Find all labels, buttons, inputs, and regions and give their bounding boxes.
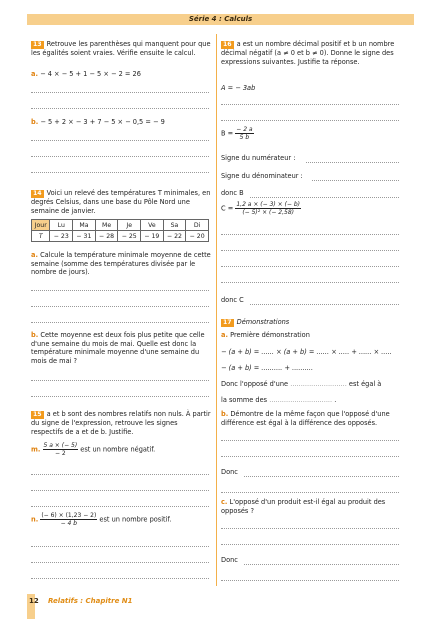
answer-line[interactable]	[306, 162, 399, 163]
ex16-donc-c: donc C	[221, 296, 244, 304]
answer-line[interactable]	[31, 290, 209, 291]
ex16-B: B = $\frac{- 2 a}{5 b}$	[221, 126, 253, 141]
answer-line[interactable]	[31, 546, 209, 547]
temperature-table	[31, 219, 209, 242]
ex17-b: b. Démontre de la même façon que l'opposé d'une différence est égal à la différence des opposés.	[221, 410, 390, 427]
ex16-number: 16	[223, 41, 232, 48]
ex16-intro: 16 a est un nombre décimal positif et b un nombre décimal négatif (a ≠ 0 et b ≠ 0). Donne le signe des expressions suivantes. Justifie ta réponse.	[221, 40, 395, 66]
answer-line[interactable]	[221, 250, 399, 251]
ex13-b: b. − 5 + 2 × − 3 + 7 − 5 × − 0,5 = − 9	[31, 118, 165, 126]
ex17-line1: − (a + b) = ...... × (a + b) = ...... × ..... + ...... × .....	[221, 348, 392, 356]
table-cell: − 22	[163, 231, 186, 242]
answer-line[interactable]	[250, 197, 399, 198]
table-cell: − 25	[118, 231, 141, 242]
ex15-number: 15	[33, 411, 42, 418]
answer-line[interactable]	[250, 304, 399, 305]
ex17-header: 17 Démonstrations	[223, 318, 290, 326]
chapter-title: Relatifs : Chapitre N1	[48, 597, 133, 605]
ex16-C: C = $\frac{1,2 a \times (- 3) \times (- b)}{\text{(− 5)² × (− 2,58)}}$	[221, 201, 301, 216]
answer-line[interactable]	[221, 282, 399, 283]
answer-line[interactable]	[221, 440, 399, 441]
ex16-A: A = − 3ab	[221, 84, 256, 92]
fraction: $\frac{1,2 a \times (- 3) \times (- b)}{\text{(− 5)² × (− 2,58)}}$	[236, 201, 301, 216]
fraction: $\frac{- 2 a}{5 b}$	[236, 126, 253, 141]
table-cell: Jour	[32, 220, 50, 231]
ex16-donc-b: donc B	[221, 189, 244, 197]
table-cell: − 23	[50, 231, 73, 242]
ex14-number: 14	[33, 190, 42, 197]
ex15-n: n. $\frac{(- 6) \times (1,23 - 2)}{- 4 b}$ est un nombre positif.	[31, 512, 172, 527]
answer-line[interactable]	[31, 490, 209, 491]
table-cell: Di	[186, 220, 209, 231]
ex13-number: 13	[33, 41, 42, 48]
table-cell: Me	[95, 220, 118, 231]
answer-line[interactable]	[31, 172, 209, 173]
table-cell: − 28	[95, 231, 118, 242]
answer-line[interactable]	[312, 180, 399, 181]
table-cell: Sa	[163, 220, 186, 231]
answer-line[interactable]	[244, 564, 399, 565]
answer-line[interactable]	[31, 322, 209, 323]
ex13-a: a. − 4 × − 5 + 1 − 5 × − 2 = 26	[31, 70, 141, 78]
answer-line[interactable]	[244, 476, 399, 477]
ex15-m: m. $\frac{5 a \times (- 5)}{- 2}$ est un nombre négatif.	[31, 442, 156, 457]
ex13-intro: 13 Retrouve les parenthèses qui manquent pour que les égalités soient vraies. Vérifie ensuite le calcul.	[31, 40, 211, 57]
series-header: Série 4 : Calculs	[27, 14, 414, 25]
answer-line[interactable]	[31, 380, 209, 381]
ex15-intro: 15 a et b sont des nombres relatifs non nuls. À partir du signe de l'expression, retrouve les signes respectifs de a et de b. Justifie.	[31, 410, 211, 436]
column-divider	[216, 34, 217, 586]
answer-line[interactable]	[31, 92, 209, 93]
answer-line[interactable]	[221, 492, 399, 493]
table-cell: Ma	[73, 220, 96, 231]
answer-line[interactable]	[221, 104, 399, 105]
answer-line[interactable]	[31, 474, 209, 475]
ex17-line3: Donc l'opposé d'une ........................... est égal à	[221, 380, 382, 388]
ex16-sign-den: Signe du dénominateur :	[221, 172, 303, 180]
fraction: $\frac{5 a \times (- 5)}{- 2}$	[43, 442, 78, 457]
table-cell: − 31	[73, 231, 96, 242]
answer-line[interactable]	[221, 266, 399, 267]
table-cell: Ve	[141, 220, 164, 231]
ex17-line4: la somme des .............................. .	[221, 396, 337, 404]
table-row	[32, 231, 209, 242]
answer-line[interactable]	[31, 108, 209, 109]
answer-line[interactable]	[31, 506, 209, 507]
ex17-number: 17	[223, 319, 232, 326]
ex17-donc-1: Donc	[221, 468, 238, 476]
ex17-a: a. Première démonstration	[221, 331, 310, 339]
fraction: $\frac{(- 6) \times (1,23 - 2)}{- 4 b}$	[41, 512, 97, 527]
table-cell: − 19	[141, 231, 164, 242]
ex14-b: b. Cette moyenne est deux fois plus petite que celle d'une semaine du mois de mai. Quelle est donc la température minimale moyenne d'une semaine du mois de mai ?	[31, 331, 205, 365]
answer-line[interactable]	[31, 562, 209, 563]
answer-line[interactable]	[31, 396, 209, 397]
answer-line[interactable]	[221, 528, 399, 529]
ex17-c: c. L'opposé d'un produit est-il égal au produit des opposés ?	[221, 498, 386, 515]
ex17-donc-2: Donc	[221, 556, 238, 564]
answer-line[interactable]	[221, 580, 399, 581]
table-cell: Je	[118, 220, 141, 231]
ex14-a: a. Calcule la température minimale moyenne de cette semaine (somme des températures divisée par le nombre de jours).	[31, 251, 211, 277]
answer-line[interactable]	[31, 306, 209, 307]
ex14-intro: 14 Voici un relevé des températures T minimales, en degrés Celsius, dans une base du Pôle Nord une semaine de janvier.	[31, 189, 211, 215]
answer-line[interactable]	[221, 234, 399, 235]
table-cell: Lu	[50, 220, 73, 231]
ex16-sign-num: Signe du numérateur :	[221, 154, 296, 162]
table-cell: T	[32, 231, 50, 242]
table-row	[32, 220, 209, 231]
table-cell: − 20	[186, 231, 209, 242]
answer-line[interactable]	[221, 544, 399, 545]
answer-line[interactable]	[31, 140, 209, 141]
answer-line[interactable]	[31, 156, 209, 157]
answer-line[interactable]	[31, 578, 209, 579]
answer-line[interactable]	[221, 120, 399, 121]
ex17-line2: − (a + b) = .......... + ..........	[221, 364, 314, 372]
answer-line[interactable]	[221, 456, 399, 457]
page-number: 12	[29, 597, 39, 605]
